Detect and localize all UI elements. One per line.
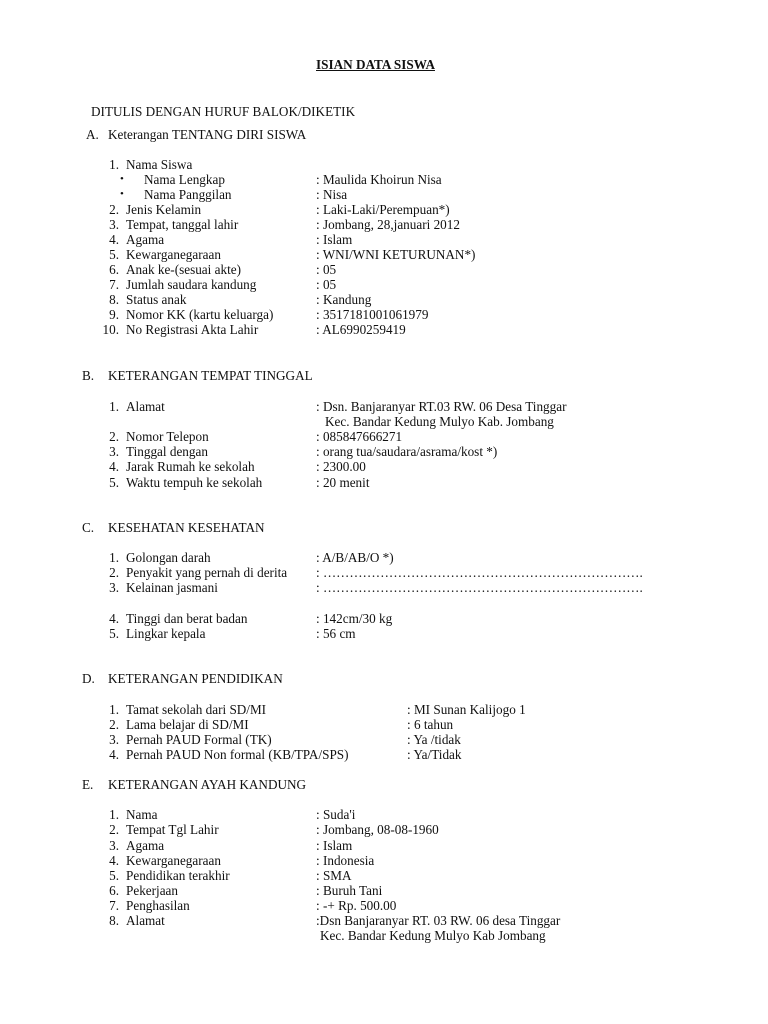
item-label: Tinggi dan berat badan (126, 611, 248, 626)
item-number: 4. (109, 459, 119, 474)
item-label: Anak ke-(sesuai akte) (126, 262, 241, 277)
section-c-letter: C. (82, 520, 95, 535)
item-value: : 20 menit (316, 475, 370, 490)
item-number: 4. (109, 232, 119, 247)
item-label: Kewarganegaraan (126, 853, 221, 868)
item-value: : Jombang, 28,januari 2012 (316, 217, 460, 232)
item-number: 1. (109, 702, 119, 717)
item-number: 5. (109, 868, 119, 883)
item-value: : Ya/Tidak (407, 747, 462, 762)
section-e-letter: E. (82, 777, 94, 792)
item-value: : 05 (316, 277, 337, 292)
item-label: Golongan darah (126, 550, 211, 565)
item-value: : 6 tahun (407, 717, 454, 732)
item-value: : WNI/WNI KETURUNAN*) (316, 247, 476, 262)
item-value: : Ya /tidak (407, 732, 461, 747)
item-number: 4. (109, 611, 119, 626)
item-number: 7. (109, 277, 119, 292)
item-number: 10. (102, 322, 119, 337)
item-value: : -+ Rp. 500.00 (316, 898, 397, 913)
section-b-heading: KETERANGAN TEMPAT TINGGAL (108, 368, 313, 383)
item-number: 2. (109, 565, 119, 580)
item-value: : Suda'i (316, 807, 356, 822)
section-c-heading: KESEHATAN KESEHATAN (108, 520, 265, 535)
item-value: : Laki-Laki/Perempuan*) (316, 202, 450, 217)
item-value: : 142cm/30 kg (316, 611, 393, 626)
item-label: Kewarganegaraan (126, 247, 221, 262)
item-number: 8. (109, 913, 119, 928)
item-number: 1. (109, 399, 119, 414)
item-value-continued: Kec. Bandar Kedung Mulyo Kab Jombang (320, 928, 546, 943)
item-value: : Islam (316, 838, 353, 853)
item-number: 2. (109, 717, 119, 732)
item-number: 2. (109, 202, 119, 217)
item-value: : A/B/AB/O *) (316, 550, 394, 565)
item-label: Jumlah saudara kandung (126, 277, 257, 292)
item-value: : AL6990259419 (316, 322, 406, 337)
item-value: : MI Sunan Kalijogo 1 (407, 702, 526, 717)
item-label: Status anak (126, 292, 187, 307)
item-label: Agama (126, 838, 165, 853)
item-value: : Nisa (316, 187, 348, 202)
item-label: Alamat (126, 913, 165, 928)
item-value: : Dsn. Banjaranyar RT.03 RW. 06 Desa Tinggar (316, 399, 567, 414)
item-label: Jarak Rumah ke sekolah (126, 459, 255, 474)
item-value: : 05 (316, 262, 337, 277)
item-number: 4. (109, 853, 119, 868)
item-label: Penyakit yang pernah di derita (126, 565, 288, 580)
item-value-blank: : ………………………………………………………………. (316, 580, 643, 595)
item-label: Tamat sekolah dari SD/MI (126, 702, 267, 717)
item-label: Kelainan jasmani (126, 580, 218, 595)
item-value: : 56 cm (316, 626, 356, 641)
item-value: :Dsn Banjaranyar RT. 03 RW. 06 desa Tinggar (316, 913, 561, 928)
item-number: 1. (109, 807, 119, 822)
item-number: 1. (109, 550, 119, 565)
instruction-text: DITULIS DENGAN HURUF BALOK/DIKETIK (91, 104, 356, 119)
item-label: Waktu tempuh ke sekolah (126, 475, 263, 490)
item-value: : orang tua/saudara/asrama/kost *) (316, 444, 498, 459)
item-label: Nama Lengkap (144, 172, 225, 187)
item-label: Tinggal dengan (126, 444, 208, 459)
item-label: Pernah PAUD Non formal (KB/TPA/SPS) (126, 747, 349, 762)
item-value: : Indonesia (316, 853, 375, 868)
item-value-continued: Kec. Bandar Kedung Mulyo Kab. Jombang (325, 414, 554, 429)
item-label: Penghasilan (126, 898, 190, 913)
item-number: 5. (109, 475, 119, 490)
item-value: : Maulida Khoirun Nisa (316, 172, 442, 187)
item-value: : 3517181001061979 (316, 307, 429, 322)
document-title: ISIAN DATA SISWA (316, 57, 435, 72)
item-label: No Registrasi Akta Lahir (126, 322, 259, 337)
item-value: : SMA (316, 868, 352, 883)
item-number: 8. (109, 292, 119, 307)
item-value: : Buruh Tani (316, 883, 383, 898)
item-number: 5. (109, 247, 119, 262)
section-d-heading: KETERANGAN PENDIDIKAN (108, 671, 283, 686)
item-number: 7. (109, 898, 119, 913)
item-value-blank: : ………………………………………………………………. (316, 565, 643, 580)
item-number: 3. (109, 732, 119, 747)
item-value: : Jombang, 08-08-1960 (316, 822, 439, 837)
item-number: 3. (109, 580, 119, 595)
section-e-heading: KETERANGAN AYAH KANDUNG (108, 777, 307, 792)
section-a-heading: Keterangan TENTANG DIRI SISWA (108, 127, 307, 142)
item-label: Nama (126, 807, 158, 822)
item-label: Lama belajar di SD/MI (126, 717, 249, 732)
item-number: 9. (109, 307, 119, 322)
item-number: 3. (109, 838, 119, 853)
section-d-letter: D. (82, 671, 95, 686)
item-label: Tempat Tgl Lahir (126, 822, 219, 837)
item-label: Alamat (126, 399, 165, 414)
item-value: : Islam (316, 232, 353, 247)
item-label: Jenis Kelamin (126, 202, 202, 217)
item-number: 3. (109, 217, 119, 232)
item-label: Nomor Telepon (126, 429, 209, 444)
item-number: 5. (109, 626, 119, 641)
section-b-letter: B. (82, 368, 95, 383)
item-number: 6. (109, 262, 119, 277)
item-number: 2. (109, 429, 119, 444)
item-value: : 085847666271 (316, 429, 403, 444)
item-value: : Kandung (316, 292, 372, 307)
item-label: Nomor KK (kartu keluarga) (126, 307, 274, 322)
item-label: Pendidikan terakhir (126, 868, 230, 883)
item-label: Nama Panggilan (144, 187, 232, 202)
item-number: 1. (109, 157, 119, 172)
section-a-letter: A. (86, 127, 99, 142)
item-number: 6. (109, 883, 119, 898)
item-label: Pekerjaan (126, 883, 178, 898)
item-label: Tempat, tanggal lahir (126, 217, 239, 232)
item-value: : 2300.00 (316, 459, 366, 474)
item-number: 3. (109, 444, 119, 459)
item-label: Pernah PAUD Formal (TK) (126, 732, 272, 747)
item-number: 2. (109, 822, 119, 837)
item-label: Agama (126, 232, 165, 247)
item-number: 4. (109, 747, 119, 762)
bullet-icon: • (120, 173, 124, 185)
item-label: Lingkar kepala (126, 626, 206, 641)
bullet-icon: • (120, 188, 124, 200)
item-label: Nama Siswa (126, 157, 193, 172)
